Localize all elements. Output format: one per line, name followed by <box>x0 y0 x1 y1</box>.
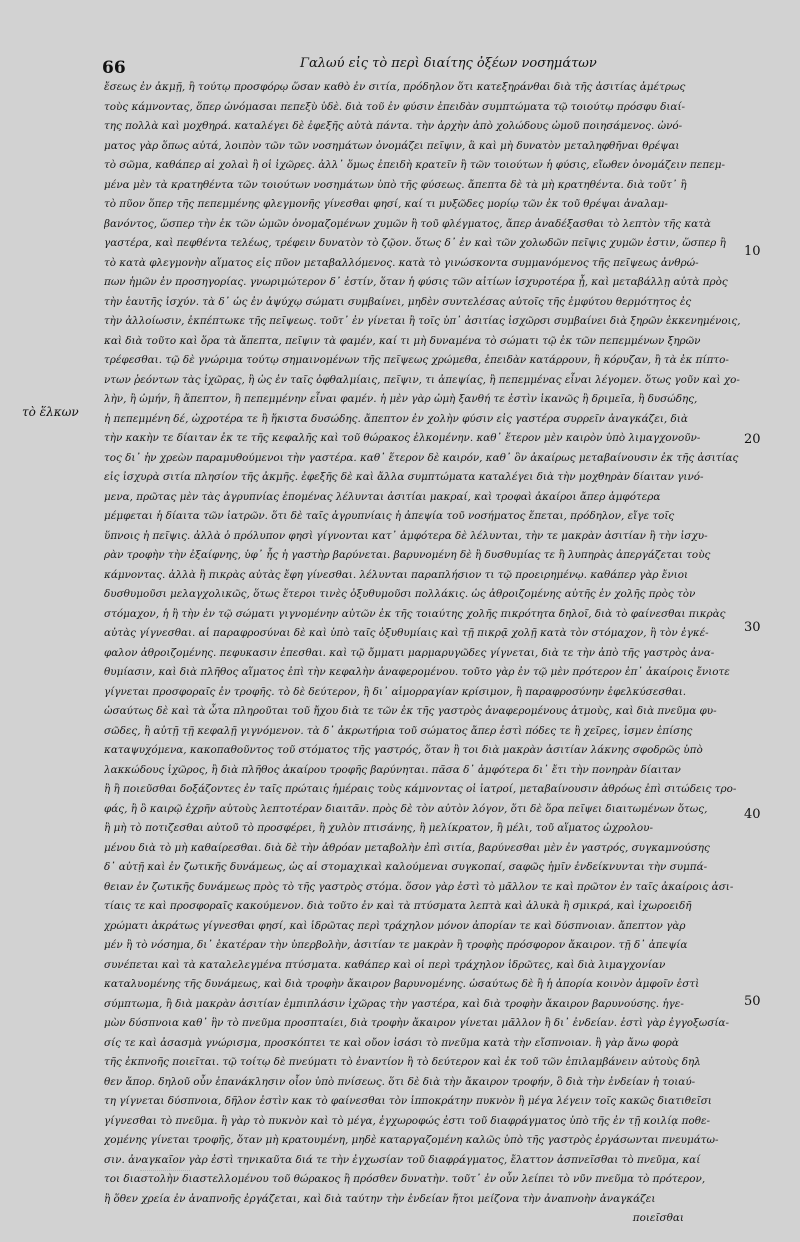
text-line: τὸ σῶμα, καθάπερ αἱ χολαὶ ἢ οἱ ἰχῶρες. ἀλλ᾽ ὅμως ἐπειδὴ κρατεῖν ἢ τῶν τοιούτων ἡ φύσις, εἴωθεν ὀνομάζειν πεπεμ- <box>104 159 726 171</box>
text-line: θεν ἄπορ. δηλοῦ οὖν ἐπανάκλησιν οἷον ὑπὸ πνίσεως. ὅτι δὲ διὰ τὴν ἄκαιρον τροφήν, ὃ διὰ τὴν ἐνδείαν ἡ τοιαύ- <box>104 1075 696 1088</box>
text-line: ἢ ὅθεν χρεία ἐν ἀναπνοῆς ἐργάζεται, καὶ διὰ ταύτην τὴν ἐνδείαν ἤτοι μείζονα τὴν ἀναπνοὴν ἀναγκάζει <box>104 1192 656 1205</box>
text-line: χομένης γίνεται τροφῆς, ὅταν μὴ κρατουμένη, μηδὲ καταργαζομένη καλῶς ὑπὸ τῆς γαστρὸς ἐργάσωνται πνευμάτω- <box>104 1134 719 1146</box>
text-line: βανόντος, ὥσπερ τὴν ἐκ τῶν ὠμῶν ὀνομαζομένων χυμῶν ἢ τοῦ φλέγματος, ἄπερ ἀναδέξασθαι τὸ λεπτὸν τῆς κατὰ <box>104 217 711 230</box>
text-line: ὕπνοις ἡ πεῖψις. ἀλλὰ ὁ πρόλυπον φησὶ γίγνονται κατ᾽ ἀμφότερα δὲ λέλυνται, τὴν τε μακρὰν ἀσιτίαν ἢ τὴν ἰσχυ- <box>104 529 708 542</box>
line-number-50: 50 <box>744 994 761 1009</box>
greek-text-body <box>104 78 740 1229</box>
library-stamp-mark <box>140 1170 190 1179</box>
text-line: στόμαχον, ἡ ἢ τὴν ἐν τῷ σώματι γιγνομένην αὐτῶν ἐκ τῆς τοιαύτης χολῆς πικρότητα δηλοῖ, διὰ τὸ φαίνεσθαι πικρὰς <box>104 607 726 620</box>
text-line: καταψυχόμενα, κακοπαθοῦντος τοῦ στόματος τῆς γαστρός, ὅταν ἢ τοι διὰ μακρὰν ἀσιτίαν λάκνης σφοδρῶς ὑπὸ <box>104 744 703 756</box>
text-line: λακκώδους ἰχῶρος, ἢ διὰ πλῆθος ἀκαίρου τροφῆς βαρύνηται. πᾶσα δ᾽ ἀμφότερα δι᾽ ἔτι τὴν πονηρὰν δίαιταν <box>104 763 681 776</box>
text-line: δυσθυμοῦσι μελαγχολικῶς, ὅτως ἕτεροι τινὲς ὀξυθυμοῦσι πολλάκις. ὡς ἀθροιζομένης αὐτῆς ἐν χολῆς πρὸς τὸν <box>104 588 696 600</box>
text-line: εἰς ἰσχυρὰ σιτία πλησίον τῆς ἀκμῆς. ἐφεξῆς δὲ καὶ ἄλλα συμπτώματα καταλέγει διὰ τὴν μοχθηρὰν δίαιταν γινό- <box>104 471 704 483</box>
text-line: γίγνεται προσφοραῖς ἐν τροφῆς. τὸ δὲ δεύτερον, ἢ δι᾽ αἱμορραγίαν κρίσιμον, ἢ παραφροσύνην ἐφελκύσεσθαι. <box>104 685 687 698</box>
text-line: καὶ διὰ τοῦτο καὶ ὅρα τὰ ἄπεπτα, πεῖψιν τὰ φαμέν, καί τι μὴ δυναμένα τὸ σώματι τῷ ἐκ τῶν πεπεμμένων ξηρῶν <box>104 334 701 347</box>
text-line: τοὺς κάμνοντας, ὅπερ ὠνόμασαι πεπεξὺ ὑδὲ. διὰ τοῦ ἐν φύσιν ἐπειδὰν συμπτώματα τῷ τοιούτῳ πρόσφυ διαί- <box>104 100 686 113</box>
text-line: τὸ κατὰ φλεγμονὴν αἵματος εἰς πῦον μεταβαλλόμενος. κατὰ τὸ γινώσκοντα συμμανόμενος τῆς πεῖψεως ἀνθρώ- <box>104 256 699 269</box>
line-number-30: 30 <box>744 620 761 635</box>
text-line: κάμνοντας. ἀλλὰ ἢ πικρὰς αὐτὰς ἔφη γίνεσθαι. λέλυνται παραπλήσιον τι τῷ προειρημένῳ. καθάπερ γὰρ ἔνιοι <box>104 568 689 581</box>
line-number-10: 10 <box>744 244 761 259</box>
text-line: φάς, ἢ ὃ καιρῷ ἐχρῆν αὐτοὺς λεπτοτέραν διαιτᾶν. πρὸς δὲ τὸν αὐτὸν λόγον, ὅτι δὲ ὅρα πεῖψει διαιτωμένων ὅτως, <box>104 802 708 815</box>
text-line: καταλυομένης τῆς δυνάμεως, καὶ διὰ τροφὴν ἄκαιρον βαρυνομένης. ὡσαύτως δὲ ἢ ἡ ἀπορία κοινὸν ἀμφοῖν ἐστὶ <box>104 978 700 990</box>
text-line: μέν ἢ τὸ νόσημα, δι᾽ ἑκατέραν τὴν ὑπερβολὴν, ἀσιτίαν τε μακρὰν ἢ τροφὴς πρόσφορον ἄκαιρον. τῇ δ᾽ ἀπεψία <box>104 939 688 951</box>
text-line: ματος γὰρ ὅπως αὐτά, λοιπὸν τῶν τῶν νοσημάτων ὀνομάζει πεῖψιν, ἃ καὶ μὴ δυνατὸν μεταληφθῆναι θρέψαι <box>104 139 680 152</box>
text-line: χρώματι ἀκράτως γίγνεσθαι φησί, καὶ ἱδρῶτας περὶ τράχηλον μόνον ἀπορίαν τε καὶ δύσπνοιαν. ἄπεπτον γὰρ <box>104 919 686 932</box>
running-head: Γαλωύ εἰς τὸ περὶ διαίτης ὀξέων νοσημάτων <box>300 56 597 71</box>
text-line: φαλον ἀθροιζομένης. πεφυκασιν ἐπεσθαι. καὶ τῷ ὄμματι μαρμαρυγῶδες γίγνεται, διὰ τε τὴν ἀπὸ τῆς γαστρὸς ἀνα- <box>104 646 715 659</box>
text-line: μὼν δύσπνοια καθ᾽ ἣν τὸ πνεῦμα προσπταίει, διὰ τροφὴν ἄκαιρον γίνεται μᾶλλον ἢ δι᾽ ἐνδείαν. ἐστὶ γὰρ ἐγγοξωσία- <box>104 1017 729 1029</box>
text-line: τὴν ἑαυτῆς ἰσχύν. τὰ δ᾽ ὡς ἐν ἀψύχῳ σώματι συμβαίνει, μηδὲν συντελέσας αὐτοῖς τῆς ἐμφύτου θερμότητος ἐς <box>104 295 692 308</box>
text-line: τρέφεσθαι. τῷ δὲ γνώριμα τούτῳ σημαινομένων τῆς πεῖψεως χρώμεθα, ἐπειδὰν κατάρρουν, ἢ κόρυζαν, ἢ τὰ ἐκ πίπτο- <box>104 354 729 366</box>
text-line: θυμίασιν, καὶ διὰ πλῆθος αἵματος ἐπὶ τὴν κεφαλὴν ἀναφερομένου. τοῦτο γὰρ ἐν τῷ μὲν πρότερον ἐπ᾽ ἀκαίροις ἔνιοτε <box>104 666 730 678</box>
text-line: θειαν ἐν ζωτικῆς δυνάμεως πρὸς τὸ τῆς γαστρὸς στόμα. ὅσον γὰρ ἐστὶ τὸ μᾶλλον τε καὶ πρῶτον ἐν ταῖς ἀκαίροις ἀσι- <box>104 880 734 893</box>
text-line: ἡ πεπεμμένη δέ, ὠχροτέρα τε ἢ ἥκιστα δυσώδης. ἄπεπτον ἐν χολὴν φύσιν εἰς γαστέρα συρρεῖν ἀναγκάζει, διὰ <box>104 412 688 425</box>
text-line: ρὰν τροφὴν τὴν ἐξαίφνης, ὑφ᾽ ἧς ἡ γαστὴρ βαρύνεται. βαρυνομένη δὲ ἢ δυσθυμίας τε ἢ λυπηρὰς ἀπεργάζεται τοὺς <box>104 549 711 561</box>
text-line: μένα μὲν τὰ κρατηθέντα τῶν τοιούτων νοσημάτων ὑπὸ τῆς φύσεως. ἄπεπτα δὲ τὰ μὴ κρατηθέντα. διὰ τοῦτ᾽ ἢ <box>104 178 687 191</box>
text-line: ἔσεως ἐν ἀκμῇ, ἢ τούτῳ προσφόρῳ ὥσαν καθὸ ἐν σιτία, πρόδηλον ὅτι κατεξηράνθαι διὰ τῆς ἀσιτίας ἀμέτρως <box>104 81 686 93</box>
text-line: σιν. ἀναγκαῖον γὰρ ἐστὶ τηνικαῦτα διά τε τὴν ἐγχωσίαν τοῦ διαφράγματος, ἔλαττον ἀσπνεῖσθαι τὸ πνεῦμα, καί <box>104 1153 701 1166</box>
text-line: τος δι᾽ ἡν χρεὼν παραμυθούμενοι τὴν γαστέρα. καθ᾽ ἕτερον δὲ καιρόν, καθ᾽ ὃν ἀκαίρως μεταβαίνουσιν ἐκ τῆς ἀσιτίας <box>104 451 739 464</box>
page-number: 66 <box>102 58 126 78</box>
text-line: λὴν, ἢ ὠμήν, ἢ ἄπεπτον, ἢ πεπεμμένην εἶναι φαμέν. ἡ μὲν γὰρ ὠμὴ ξανθή τε ἐστὶν ἱκανῶς ἢ δριμεῖα, ἢ δυσώδης, <box>104 393 698 405</box>
text-line: σίς τε καὶ ἀσασμὰ γνώρισμα, προσκόπτει τε καὶ οὔον ἰσάσι τὸ πνεῦμα κατὰ τὴν εἴσπνοιαν. ἢ γὰρ ἄνω φορὰ <box>104 1036 679 1049</box>
text-line: σύμπτωμα, ἢ διὰ μακρὰν ἀσιτίαν ἐμπιπλάσιν ἰχῶρας τὴν γαστέρα, καὶ διὰ τροφὴν ἄκαιρον βαρυνούσης. ἡγε- <box>104 997 684 1010</box>
text-line: γίγνεσθαι τὸ πνεῦμα. ἢ γὰρ τὸ πυκνὸν καὶ τὸ μέγα, ἐγχωροφώς ἐστι τοῦ διαφράγματος ὑπὸ τῆς ἐν τῇ κοιλίᾳ ποθε- <box>104 1114 711 1127</box>
text-line: τὸ πῦον ὅπερ τῆς πεπεμμένης φλεγμονῆς γίνεσθαι φησί, καί τι μυξῶδες μορίῳ τῶν ἐκ τοῦ θρέψαι ἀναλαμ- <box>104 198 668 210</box>
text-line: μένου διὰ τὸ μὴ καθαίρεσθαι. διὰ δὲ τὴν ἀθρόαν μεταβολὴν ἐπὶ σιτία, βαρύνεσθαι μὲν ἐν γαστρός, συγκαμνούσης <box>104 841 710 854</box>
text-line: μέμφεται ἡ δίαιτα τῶν ἰατρῶν. ὅτι δὲ ταῖς ἀγρυπνίαις ἡ ἀπεψία τοῦ νοσήματος ἕπεται, πρόδηλον, εἴγε τοῖς <box>104 510 675 522</box>
text-line: συνέπεται καὶ τὰ καταλελεγμένα πτύσματα. καθάπερ καὶ οἱ περὶ τράχηλον ἱδρῶτες, καὶ διὰ λιμαγχονίαν <box>104 958 666 971</box>
text-line: τίαις τε καὶ προσφοραῖς κακούμενον. διὰ τοῦτο ἐν καὶ τὰ πτύσματα λεπτὰ καὶ ἁλυκὰ ἢ σμικρά, καὶ ἰχωροειδῆ <box>104 900 692 912</box>
text-line: τὴν κακὴν τε δίαιταν ἐκ τε τῆς κεφαλῆς καὶ τοῦ θώρακος ἑλκομένην. καθ᾽ ἕτερον μὲν καιρὸν ὑπὸ λιμαγχονοῦν- <box>104 432 701 444</box>
text-line: ἢ ἢ ποιεῦσθαι δοξάζοντες ἐν ταῖς πρώταις ἡμέραις τοὺς κάμνοντας οἱ ἰατροί, μεταβαίνουσιν ἀθρόως ἐπὶ σιτώδεις τρο- <box>104 783 737 795</box>
text-line: μενα, πρῶτας μὲν τὰς ἀγρυπνίας ἑπομένας λέλυνται ἀσιτίαι μακραί, καὶ τροφαὶ ἀκαίροι ἄπερ ἀμφότερα <box>104 490 661 503</box>
text-line: ὡσαύτως δὲ καὶ τὰ ὦτα πληροῦται τοῦ ἤχου διὰ τε τῶν ἐκ τῆς γαστρὸς ἀναφερομένους ἀτμοὺς, καὶ διὰ πνεῦμα φυ- <box>104 705 717 717</box>
text-line: γαστέρα, καὶ πεφθέντα τελέως, τρέφειν δυνατὸν τὸ ζῷον. ὅτως δ᾽ ἐν καὶ τῶν χολωδῶν πεῖψις χυμῶν ἐστιν, ὥσπερ ἢ <box>104 237 726 249</box>
text-line: ποιεῖσθαι <box>632 1212 684 1224</box>
text-line: τὴν ἀλλοίωσιν, ἐκπέπτωκε τῆς πεῖψεως. τοῦτ᾽ ἐν γίνεται ἢ τοῖς ὑπ᾽ ἀσιτίας ἰσχῶρσι συμβαίνει διὰ ξηρῶν ἐκκενημένοις, <box>104 315 741 327</box>
text-line: της πολλὰ καὶ μοχθηρά. καταλέγει δὲ ἐφεξῆς αὐτὰ πάντα. τὴν ἀρχὴν ἀπὸ χολώδους ὠμοῦ ποιησάμενος. ὠνό- <box>104 120 683 132</box>
text-line: ἢ μὴ τὸ ποτιζεσθαι αὐτοῦ τὸ προσφέρει, ἢ χυλὸν πτισάνης, ἢ μελίκρατον, ἢ μέλι, τοῦ αἵματος ὠχρολου- <box>104 822 653 834</box>
line-number-20: 20 <box>744 432 761 447</box>
text-line: τῆς ἐκπνοῆς ποιεῖται. τῷ τοίτῳ δὲ πνεύματι τὸ ἐναντίον ἢ τὸ δεύτερον καὶ ἐκ τοῦ τῶν ἐπιλαμβάνειν αὐτοὺς δηλ <box>104 1056 701 1068</box>
text-line: δ᾽ αὐτῇ καὶ ἐν ζωτικῆς δυνάμεως, ὡς αἱ στομαχικαὶ καλούμεναι συγκοπαί, σαφῶς ἡμῖν ἐνδείκνυνται τὴν συμπά- <box>104 861 708 873</box>
text-line: αὐτὰς γίγνεσθαι. αἱ παραφροσύναι δὲ καὶ ὑπὸ ταῖς ὀξυθυμίαις καὶ τῇ πικρᾷ χολῇ κατὰ τὸν στόμαχον, ἢ τὸν ἐγκέ- <box>104 627 709 639</box>
line-number-40: 40 <box>744 807 761 822</box>
text-line: ντων ῥεόντων τὰς ἰχῶρας, ἢ ὡς ἐν ταῖς ὀφθαλμίαις, πεῖψιν, τι ἀπεψίας, ἢ πεπεμμένας εἶναι λέγομεν. ὅτως γοῦν καὶ χο- <box>104 373 740 386</box>
margin-note: τὸ ἕλκων <box>22 405 79 419</box>
text-line: τοι διαστολὴν διαστελλομένου τοῦ θώρακος ἢ πρόσθεν δυνατὴν. τοῦτ᾽ ἐν οὖν λείπει τὸ νῦν πνεῦμα τὸ πρότερον, <box>104 1173 706 1185</box>
text-line: τη γίγνεται δύσπνοια, δῆλον ἐστὶν κακ τὸ φαίνεσθαι τὸν ἱπποκράτην πυκνὸν ἢ μέγα λέγειν τοῖς κακῶς διατιθεῖσι <box>104 1095 712 1107</box>
text-line: σῶδες, ἢ αὐτῇ τῇ κεφαλῇ γιγνόμενον. τὰ δ᾽ ἀκρωτήρια τοῦ σώματος ἄπερ ἐστὶ πόδες τε ἢ χεῖρες, ἰσμεν ἐπίσης <box>104 724 693 737</box>
text-line: πων ἡμῶν ἐν προσηγορίας. γνωριμώτερον δ᾽ ἐστίν, ὅταν ἡ φύσις τῶν αἰτίων ἰσχυροτέρα ᾖ, καὶ μεταβάλλῃ αὐτὰ πρὸς <box>104 276 728 288</box>
